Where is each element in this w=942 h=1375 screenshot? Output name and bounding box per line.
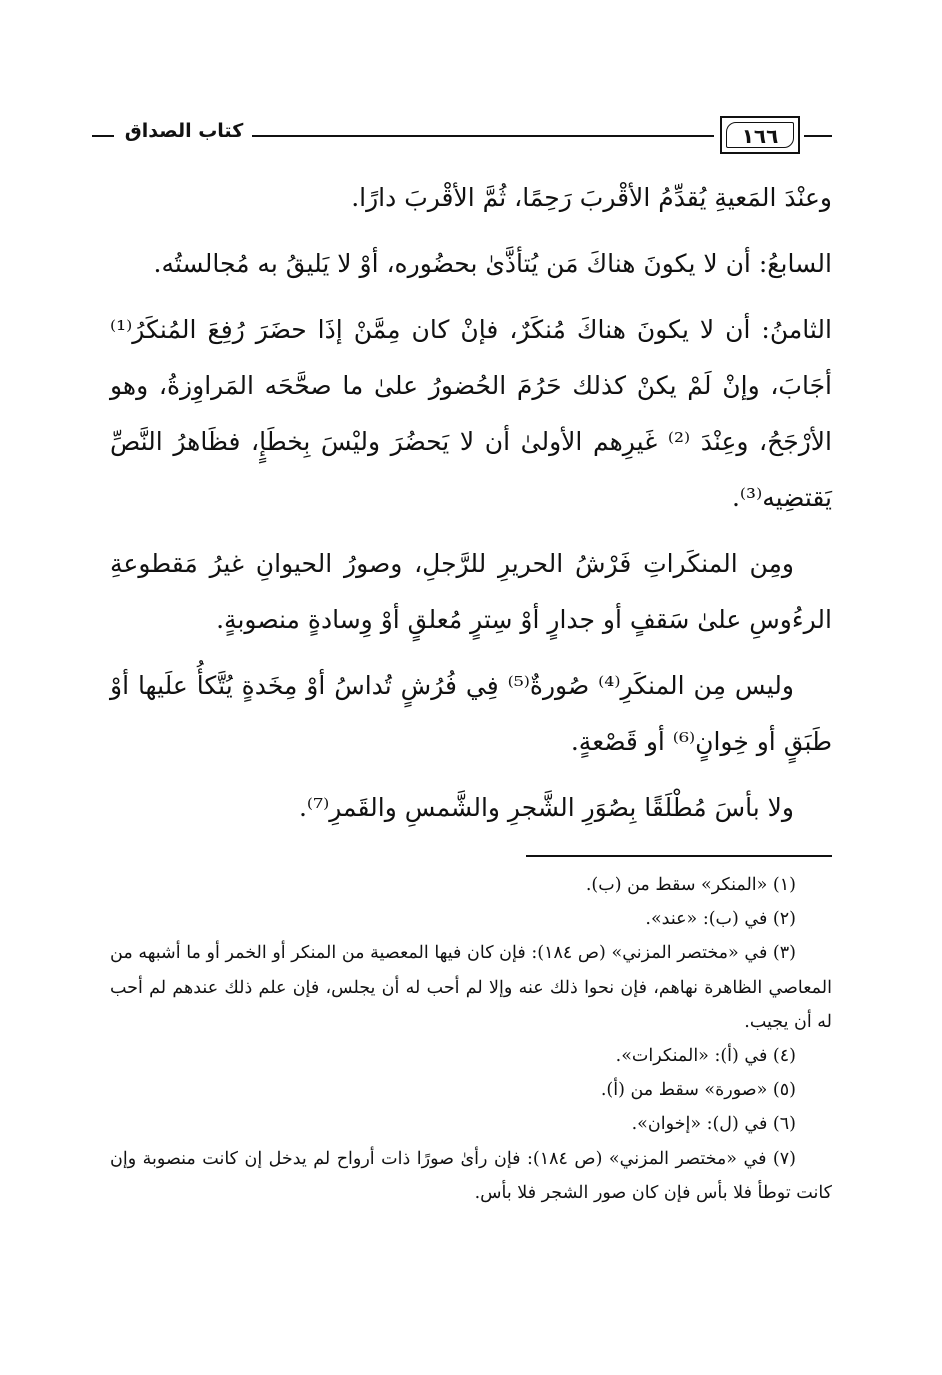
header-rule-right xyxy=(804,135,832,137)
footnote: (٦) في (ل): «إخوان». xyxy=(631,1114,796,1135)
footnote: (٤) في (أ): «المنكرات». xyxy=(615,1046,796,1067)
footnote-separator xyxy=(526,855,832,857)
footnote: (٧) في «مختصر المزني» (ص ١٨٤): فإن رأىٰ صورًا ذات أرواح لم يدخل إن كانت منصوبة وإن كانت توطأ فلا بأس فإن كان صور الشجر فلا بأس. xyxy=(110,1148,832,1203)
footnote: (١) «المنكر» سقط من (ب). xyxy=(585,875,796,895)
footnotes xyxy=(110,868,832,1210)
page-number-frame xyxy=(720,116,800,154)
footnote: (٢) في (ب): «عند». xyxy=(645,909,796,930)
paragraph: وعنْدَ المَعيةِ يُقدِّمُ الأقْربَ رَحِمًا، ثُمَّ الأقْربَ دارًا. xyxy=(351,183,832,212)
header-rule-left xyxy=(92,135,114,137)
paragraph: وليس مِن المنكَرِ⁽⁴⁾ صُورةٌ⁽⁵⁾ فِي فُرُشٍ تُداسُ أوْ مِخَدةٍ يُتَّكأُ علَيها أوْ طَبَقٍ أو خِوانٍ⁽⁶⁾ أو قَصْعةٍ. xyxy=(110,671,832,756)
paragraph: ولا بأسَ مُطْلَقًا بِصُوَرِ الشَّجرِ والشَّمسِ والقَمرِ⁽⁷⁾. xyxy=(298,793,794,822)
paragraph: ومِن المنكَراتِ فَرْشُ الحريرِ للرَّجلِ، وصورُ الحيوانِ غيرُ مَقطوعةِ الرءُوسِ علىٰ سَقفٍ أو جدارٍ أوْ سِترٍ مُعلقٍ أوْ وِسادةٍ منصوبةٍ. xyxy=(110,549,832,634)
page-number: ١٦٦ xyxy=(726,122,794,148)
footnote: (٥) «صورة» سقط من (أ). xyxy=(600,1080,796,1101)
header-rule-middle xyxy=(252,135,714,137)
footnote: (٣) في «مختصر المزني» (ص ١٨٤): فإن كان فيها المعصية من المنكر أو الخمر أو ما أشبهه من المعاصي الظاهرة نهاهم، فإن نحوا ذلك عنه وإلا لم أحب له أن يجلس، فإن علم ذلك عندهم لم أحب له أن يجيب. xyxy=(110,943,832,1032)
paragraph: السابعُ: أن لا يكونَ هناكَ مَن يُتأذَّىٰ بحضُوره، أوْ لا يَليقُ به مُجالستُه. xyxy=(153,249,832,278)
main-text xyxy=(110,170,832,846)
running-title: كتاب الصداق xyxy=(124,120,244,142)
paragraph: الثامنُ: أن لا يكونَ هناكَ مُنكَرٌ، فإنْ كان مِمَّنْ إذَا حضَرَ رُفِعَ المُنكَرُ⁽¹⁾ أجَابَ، وإنْ لَمْ يكنْ كذلك حَرُمَ الحُضورُ علىٰ ما صحَّحَه المَراوِزةُ، وهو الأرْجَحُ، وعِنْدَ ⁽²⁾ غَيرِهم الأولىٰ أن لا يَحضُرَ وليْسَ بِخطَإٍ، فظَاهرُ النَّصِّ يَقتضِيه⁽³⁾. xyxy=(110,315,832,512)
page-header xyxy=(92,116,832,158)
